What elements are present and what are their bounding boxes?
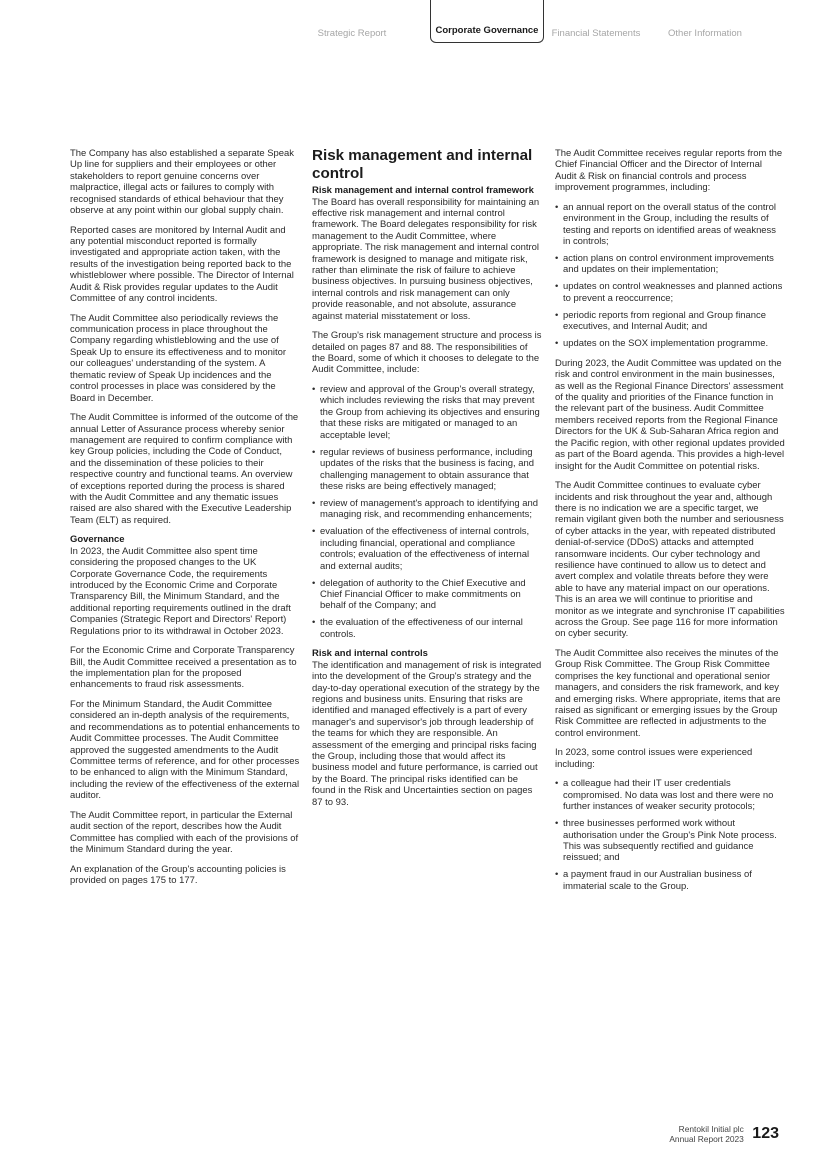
list-item: • three businesses performed work without authorisation under the Group's Pink Note process. This was subsequently rectified and guidance reissued; and bbox=[555, 818, 785, 864]
list-item: • regular reviews of business performance, including updates of the risks that the business is facing, and challenging management to obtain assurance that these risks are being effectively managed; bbox=[312, 447, 542, 493]
subheading-governance: Governance bbox=[70, 534, 125, 546]
column-middle bbox=[312, 147, 542, 816]
paragraph: In 2023, some control issues were experienced including: bbox=[555, 747, 753, 770]
paragraph: The Company has also established a separate Speak Up line for suppliers and their employees or other stakeholders to report genuine concerns over malpractice, illegal acts or failures to comply with recognised standards of ethical behaviour that they observe at any point within our global supply chain. bbox=[70, 148, 295, 217]
bullet-list-control-issues bbox=[555, 778, 785, 892]
paragraph: The identification and management of risk is integrated into the development of the Group's strategy and the day-to-day operational execution of the strategy by the regions and business units. Ensuring that risks are identified and managed effectively is a part of every manager's and supervisor's job through leadership of the teams for which they are responsible. An assessment of the emerging and principal risks facing the Group, including those that would affect its business model and future performance, is carried out by the Board. The principal risks identified can be found in the Risk and Uncertainties section on pages 87 to 93. bbox=[312, 659, 542, 808]
list-item: • periodic reports from regional and Group finance executives, and Internal Audit; and bbox=[555, 310, 785, 333]
paragraph: For the Economic Crime and Corporate Transparency Bill, the Audit Committee received a presentation as to the implementation plan for the proposed enhancements to fraud risk assessments. bbox=[70, 645, 297, 691]
tab-other-information[interactable]: Other Information bbox=[668, 28, 742, 39]
page-footer bbox=[669, 1124, 779, 1144]
tab-financial-statements[interactable]: Financial Statements bbox=[551, 28, 641, 39]
list-item: • a colleague had their IT user credentials compromised. No data was lost and there were no further instances of weaker security protocols; bbox=[555, 778, 785, 812]
paragraph: Reported cases are monitored by Internal Audit and any potential misconduct reported is formally investigated and appropriate action taken, with the results of the investigation being reported back to the whistleblower where possible. The Director of Internal Audit & Risk provides regular updates to the Audit Committee of any control incidents. bbox=[70, 224, 294, 305]
paragraph: The Audit Committee continues to evaluate cyber incidents and risk throughout the year and, although there is no indication we are a specific target, we remain vigilant given both the number and seriousness of cyber attacks in the year, with repeated distributed denial-of-service (DDoS) attacks and attempted ransomware incidents. Our cyber technology and resilience have continued to allow us to detect and avert complex and volatile threats before they were able to have any material impact on our operations. This is an area we will continue to prioritise and monitor as we integrate and synchronise IT capabilities across the Group. See page 116 for more information on cyber security. bbox=[555, 480, 785, 640]
footer-publication bbox=[669, 1124, 744, 1144]
paragraph: The Board has overall responsibility for maintaining an effective risk management and internal control framework. The Board delegates responsibility for risk management to the Audit Committee, where appropriate. The risk management and internal control framework is designed to manage and mitigate risk, rather than eliminate the risk of failure to achieve business objectives. In pursuing business objectives, internal controls and risk management can only provide reasonable, and not absolute, assurance against material misstatement or loss. bbox=[312, 196, 540, 322]
paragraph: For the Minimum Standard, the Audit Committee considered an in-depth analysis of the requirements, and recommendations as to potential enhancements to Audit Committee processes. The Audit Committee approved the suggested amendments to the Audit Committee terms of reference, and for other processes to be enhanced to align with the Minimum Standard, including the review of the effectiveness of the external auditor. bbox=[70, 699, 300, 802]
paragraph: In 2023, the Audit Committee also spent time considering the proposed changes to the UK Corporate Governance Code, the requirements introduced by the Economic Crime and Corporate Transparency Bill, the Minimum Standard, and the additional reporting requirements outlined in the draft Companies (Strategic Report and Directors' Report) Regulations prior to its withdrawal in October 2023. bbox=[70, 545, 291, 637]
section-nav bbox=[0, 0, 825, 48]
column-left bbox=[70, 148, 300, 895]
paragraph: The Audit Committee report, in particular the External audit section of the report, describes how the Audit Committee has complied with each of the provisions of the Minimum Standard during the year. bbox=[70, 809, 299, 856]
paragraph: The Audit Committee also periodically reviews the communication process in place throughout the Company regarding whistleblowing and the use of Speak Up to ensure its effectiveness and to monitor our colleagues' understanding of the system. A thematic review of Speak Up incidences and the control processes in place was considered by the Board in December. bbox=[70, 312, 286, 404]
footer-company: Rentokil Initial plc bbox=[678, 1124, 744, 1134]
page-number: 123 bbox=[752, 1125, 779, 1142]
list-item: • action plans on control environment improvements and updates on their implementation; bbox=[555, 253, 785, 276]
column-right bbox=[555, 148, 785, 900]
list-item: • review of management's approach to identifying and managing risk, and recommending enhancements; bbox=[312, 498, 542, 521]
list-item: • the evaluation of the effectiveness of our internal controls. bbox=[312, 617, 542, 640]
paragraph: The Audit Committee receives regular reports from the Chief Financial Officer and the Director of Internal Audit & Risk on financial controls and process improvement programmes, including: bbox=[555, 148, 783, 194]
list-item: • updates on the SOX implementation programme. bbox=[555, 338, 785, 349]
list-item: • an annual report on the overall status of the control environment in the Group, including the results of testing and reports on identified areas of weakness in controls; bbox=[555, 202, 785, 248]
paragraph: The Group's risk management structure and process is detailed on pages 87 and 88. The responsibilities of the Board, some of which it chooses to delegate to the Audit Committee, include: bbox=[312, 330, 542, 376]
tab-corporate-governance[interactable]: Corporate Governance bbox=[430, 0, 544, 43]
list-item: • updates on control weaknesses and planned actions to prevent a reoccurrence; bbox=[555, 281, 785, 304]
list-item: • delegation of authority to the Chief Executive and Chief Financial Officer to make commitments on behalf of the Company; and bbox=[312, 578, 542, 612]
bullet-list-board-responsibilities bbox=[312, 384, 542, 640]
bullet-list-reports bbox=[555, 202, 785, 350]
subheading-framework: Risk management and internal control framework bbox=[312, 185, 534, 197]
paragraph: The Audit Committee also receives the minutes of the Group Risk Committee. The Group Risk Committee comprises the key functional and operational senior managers, and considers the risk framework, and key and emerging risks. Where appropriate, items that are raised as significant or emerging issues by the Group Risk Committee are reflected in adjustments to the control environment. bbox=[555, 647, 781, 739]
tab-strategic-report[interactable]: Strategic Report bbox=[317, 28, 387, 39]
list-item: • evaluation of the effectiveness of internal controls, including financial, operational and compliance controls; evaluation of the effectiveness of internal and external audits; bbox=[312, 526, 542, 572]
paragraph: During 2023, the Audit Committee was updated on the risk and control environment in the main businesses, as well as the Regional Finance Directors' assessment of the quality and priorities of the Finance function in the relevant part of the business. Audit Committee members received reports from the Regional Finance Directors for the UK & Sub-Saharan Africa region and the Pacific region, with other regional updates provided as part of the Board agenda. This provides a high-level insight for the Audit Committee on potential risks. bbox=[555, 357, 785, 472]
paragraph: The Audit Committee is informed of the outcome of the annual Letter of Assurance process whereby senior management are required to confirm compliance with key Group policies, including the Code of Conduct, and the dissemination of these policies to their respective country and functional teams. An overview of exceptions reported during the process is shared with the Audit Committee and any thematic issues raised are also shared with the Executive Leadership Team (ELT) as required. bbox=[70, 412, 299, 526]
list-item: • a payment fraud in our Australian business of immaterial scale to the Group. bbox=[555, 869, 785, 892]
paragraph: An explanation of the Group's accounting policies is provided on pages 175 to 177. bbox=[70, 863, 286, 887]
list-item: • review and approval of the Group's overall strategy, which includes reviewing the risks that may prevent the Group from achieving its objectives and ensuring that these risks are mitigated or managed to an acceptable level; bbox=[312, 384, 542, 441]
subheading-risk-controls: Risk and internal controls bbox=[312, 648, 428, 660]
section-title: Risk management and internal control bbox=[312, 147, 533, 182]
footer-report: Annual Report 2023 bbox=[669, 1134, 744, 1144]
